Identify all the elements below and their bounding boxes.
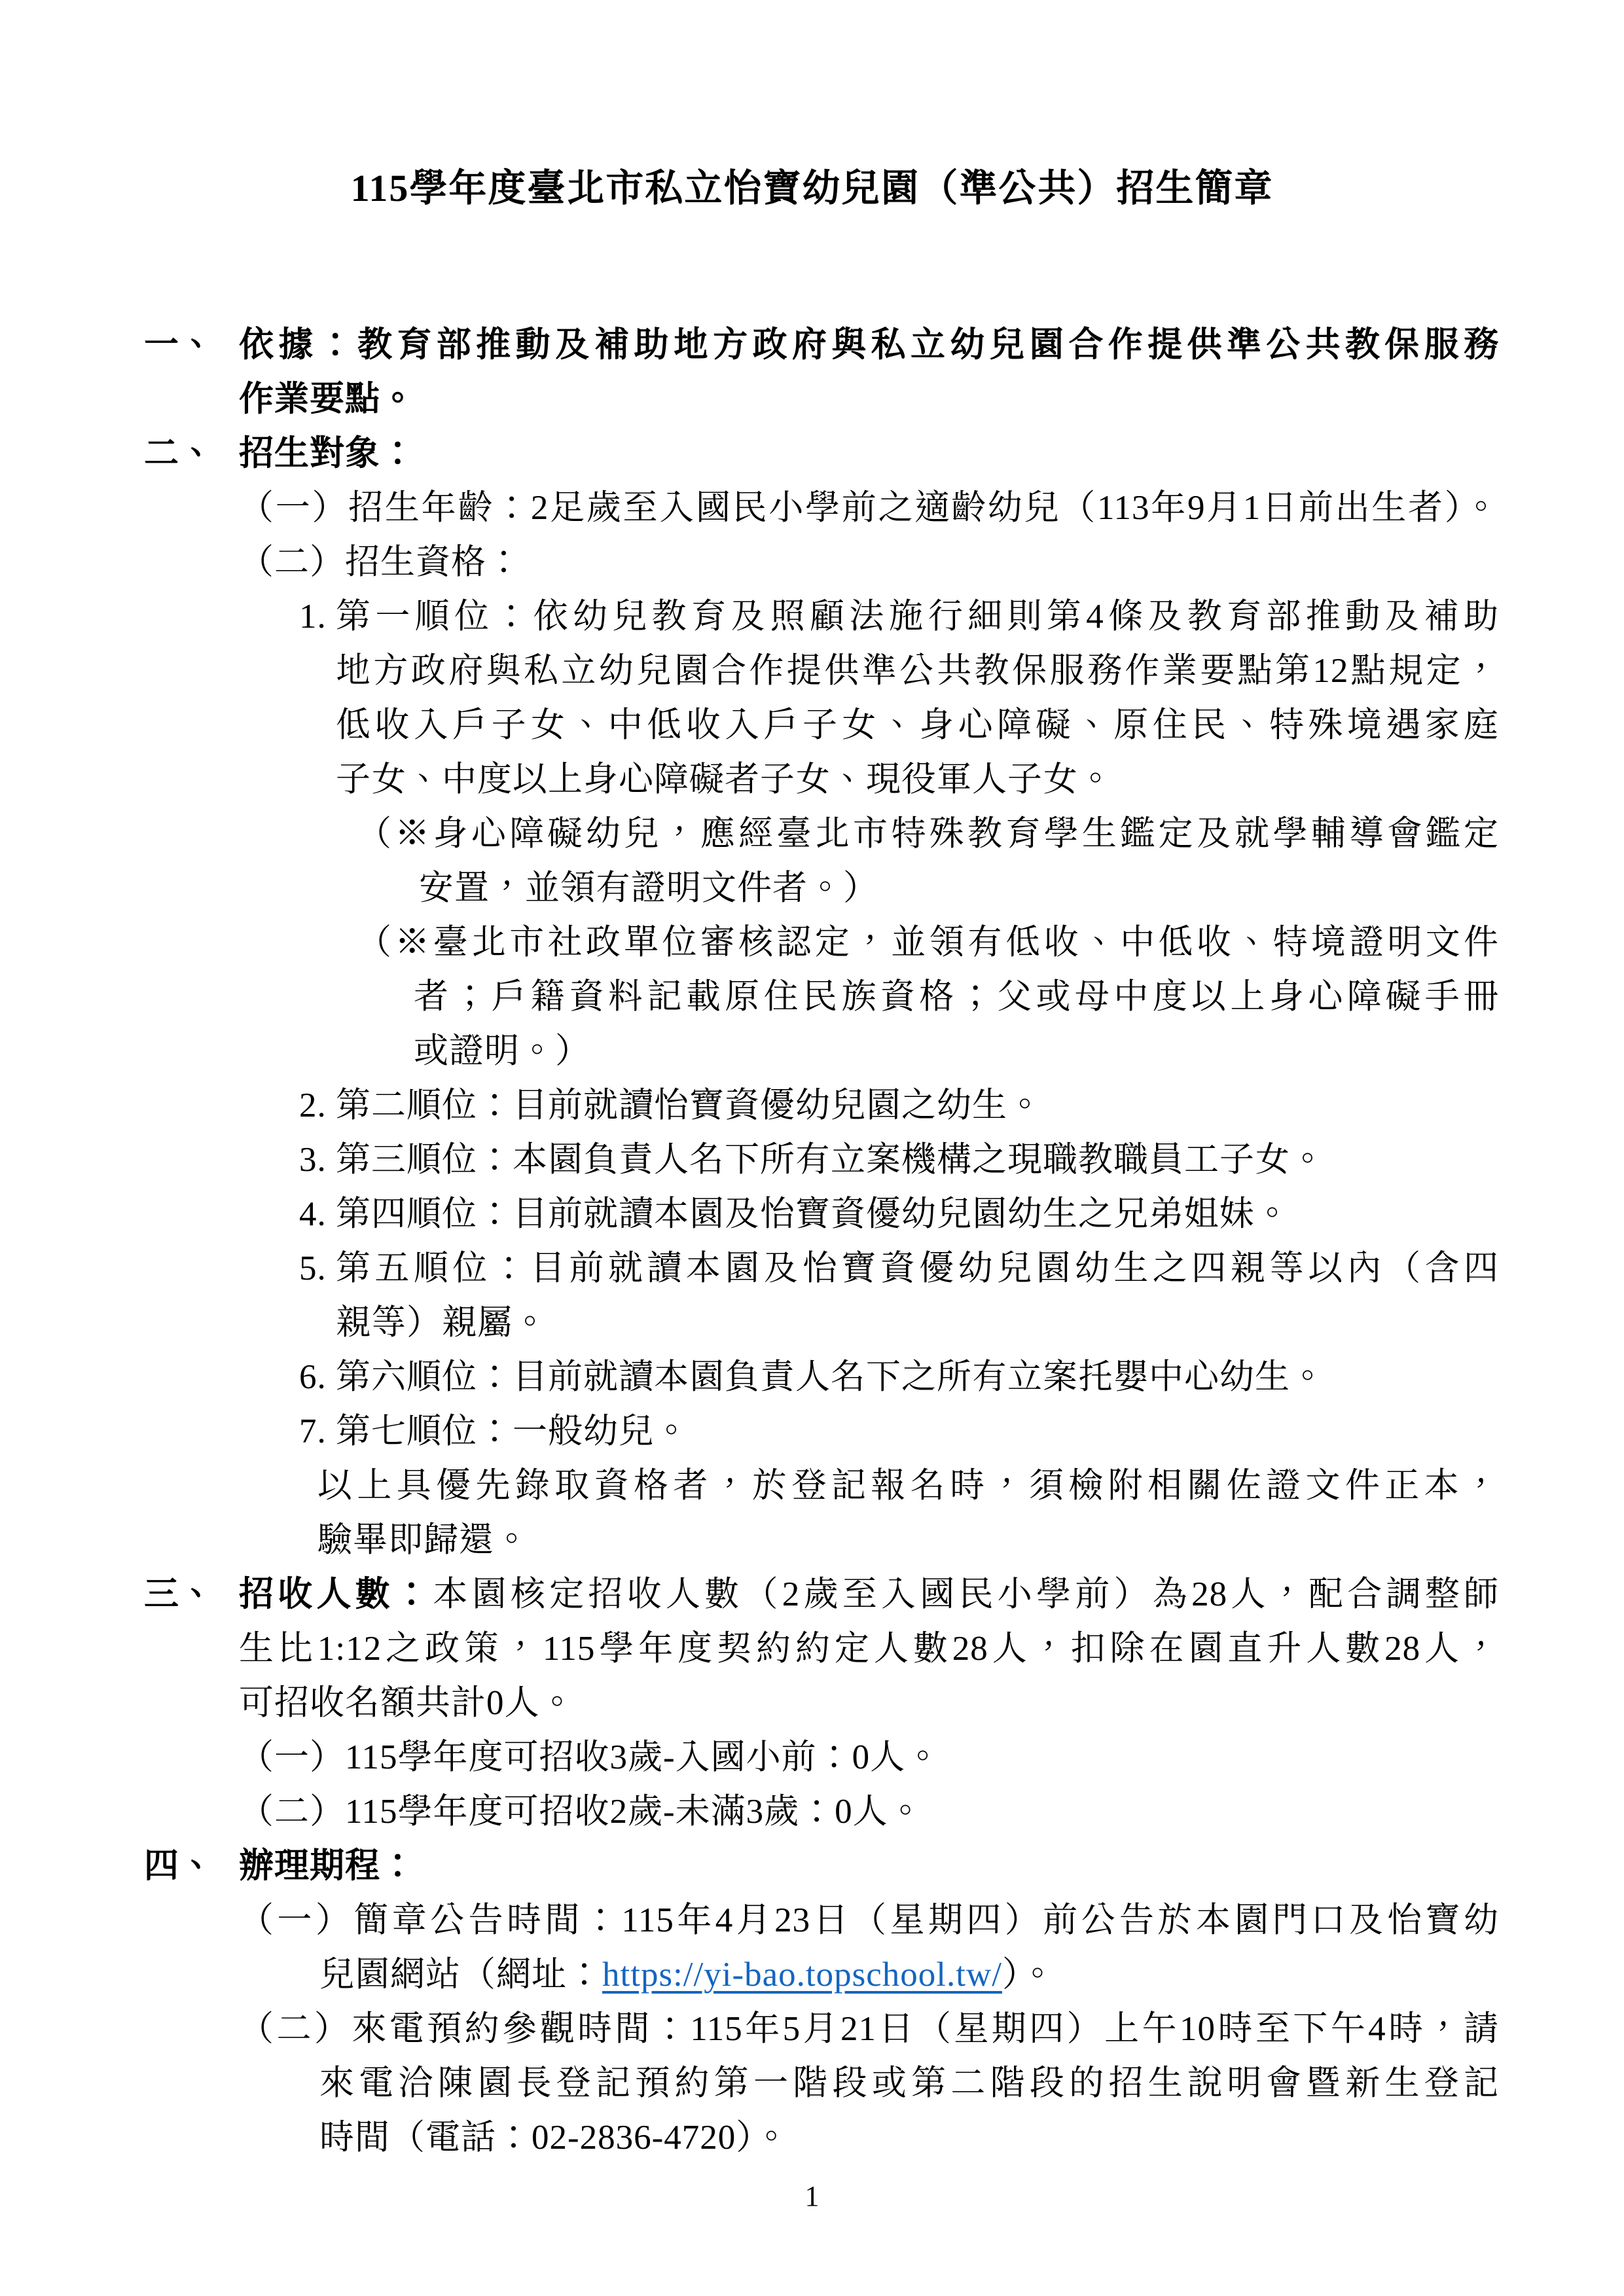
text-line	[299, 1187, 1499, 1242]
text: 第六順位：目前就讀本園負責人名下之所有立案托嬰中心幼生。	[336, 1358, 1326, 1396]
list-marker: 1.	[299, 598, 327, 636]
text-line	[239, 372, 1499, 427]
text-line	[299, 1350, 1499, 1405]
text: 子女、中度以上身心障礙者子女、現役軍人子女。	[336, 761, 1113, 798]
line-text	[239, 427, 1499, 481]
text-line	[299, 1079, 1499, 1133]
text-line	[336, 644, 1499, 698]
text: 親等）親屬。	[336, 1304, 548, 1342]
text-line	[144, 1839, 1499, 1893]
line-text	[239, 1839, 1499, 1893]
text-line	[299, 1405, 1499, 1459]
text-line	[144, 1568, 1499, 1622]
text: 驗畢即歸還。	[317, 1521, 530, 1559]
text-line	[299, 1133, 1499, 1187]
line-text	[336, 1405, 1499, 1459]
line-text	[239, 1568, 1499, 1622]
text: 第七順位：一般幼兒。	[336, 1412, 689, 1450]
text: （※身心障礙幼兒，應經臺北市特殊教育學生鑑定及就學輔導會鑑定	[357, 815, 1499, 853]
text: 來電洽陳園長登記預約第一階段或第二階段的招生說明會暨新生登記	[319, 2064, 1499, 2102]
list-marker: 4.	[299, 1195, 327, 1233]
text-line	[299, 590, 1499, 644]
text: 第五順位：目前就讀本園及怡寶資優幼兒園幼生之四親等以內（含四	[336, 1249, 1499, 1287]
line-text	[336, 1133, 1499, 1187]
text-line	[336, 1296, 1499, 1350]
text-line	[319, 2056, 1499, 2111]
text-line	[239, 1731, 1499, 1785]
line-text	[336, 1187, 1499, 1242]
bold-text: 作業要點。	[239, 380, 416, 418]
text: ）。	[1001, 1956, 1056, 1994]
text: （二）115學年度可招收2歲-未滿3歲：0人。	[239, 1793, 924, 1831]
bold-text: 辦理期程：	[239, 1847, 416, 1885]
text: 兒園網站（網址：	[319, 1956, 602, 1994]
list-marker: 5.	[299, 1249, 327, 1287]
list-marker: 2.	[299, 1086, 327, 1124]
text: （一）簡章公告時間：115年4月23日（星期四）前公告於本園門口及怡寶幼	[239, 1901, 1499, 1939]
text: 第四順位：目前就讀本園及怡寶資優幼兒園幼生之兄弟姐妹。	[336, 1195, 1290, 1233]
text: 以上具優先錄取資格者，於登記報名時，須檢附相關佐證文件正本，	[317, 1467, 1499, 1505]
text-line	[414, 1024, 1499, 1079]
line-text	[336, 590, 1499, 644]
text-line	[317, 1513, 1499, 1568]
list-marker: 一、	[144, 326, 215, 364]
bold-text: 招生對象：	[239, 435, 416, 473]
text-line	[336, 753, 1499, 807]
text-line	[239, 1676, 1499, 1731]
text: （二）招生資格：	[239, 543, 522, 581]
text-line	[419, 861, 1499, 916]
line-text	[239, 318, 1499, 372]
bold-text: 招收人數：	[239, 1575, 433, 1613]
text-line	[319, 2111, 1499, 2165]
list-marker: 3.	[299, 1141, 327, 1179]
text: 可招收名額共計0人。	[239, 1684, 575, 1722]
text: （一）招生年齡：2足歲至入國民小學前之適齡幼兒（113年9月1日前出生者）。	[239, 489, 1499, 527]
text: 本園核定招收人數（2歲至入國民小學前）為28人，配合調整師	[433, 1575, 1499, 1613]
line-text	[336, 1350, 1499, 1405]
text-line	[239, 2002, 1499, 2056]
line-text	[336, 1242, 1499, 1296]
text-line	[239, 481, 1499, 535]
list-marker: 四、	[144, 1847, 215, 1885]
text: 低收入戶子女、中低收入戶子女、身心障礙、原住民、特殊境遇家庭	[336, 706, 1499, 744]
text-line	[336, 698, 1499, 753]
text-line	[144, 427, 1499, 481]
text: 安置，並領有證明文件者。）	[419, 869, 878, 907]
list-marker: 6.	[299, 1358, 327, 1396]
text: 時間（電話：02-2836-4720）。	[319, 2119, 789, 2157]
list-marker: 三、	[144, 1575, 215, 1613]
document-body	[0, 318, 1624, 2165]
text: 或證明。）	[414, 1032, 590, 1070]
text-line	[414, 970, 1499, 1024]
list-marker: 7.	[299, 1412, 327, 1450]
text-line	[239, 1785, 1499, 1839]
text: 第三順位：本園負責人名下所有立案機構之現職教職員工子女。	[336, 1141, 1326, 1179]
bold-text: 依據：教育部推動及補助地方政府與私立幼兒園合作提供準公共教保服務	[239, 326, 1499, 364]
text: 者；戶籍資料記載原住民族資格；父或母中度以上身心障礙手冊	[414, 978, 1499, 1016]
text: （※臺北市社政單位審核認定，並領有低收、中低收、特境證明文件	[357, 924, 1499, 961]
line-text	[336, 1079, 1499, 1133]
text: （二）來電預約參觀時間：115年5月21日（星期四）上午10時至下午4時，請	[239, 2010, 1499, 2048]
text-line	[239, 1622, 1499, 1676]
text-line	[144, 318, 1499, 372]
text: 生比1:12之政策，115學年度契約約定人數28人，扣除在園直升人數28人，	[239, 1630, 1499, 1668]
text: 第一順位：依幼兒教育及照顧法施行細則第4條及教育部推動及補助	[336, 598, 1499, 636]
text-line	[357, 916, 1499, 970]
page-number: 1	[804, 2180, 820, 2212]
text-line	[317, 1459, 1499, 1513]
text-line	[239, 1893, 1499, 1948]
text: （一）115學年度可招收3歲-入國小前：0人。	[239, 1738, 941, 1776]
document-title: 115學年度臺北市私立怡寶幼兒園（準公共）招生簡章	[350, 167, 1274, 209]
list-marker: 二、	[144, 435, 215, 473]
text: 地方政府與私立幼兒園合作提供準公共教保服務作業要點第12點規定，	[336, 652, 1499, 690]
text-line	[357, 807, 1499, 861]
kindergarten-website-link[interactable]: https://yi-bao.topschool.tw/	[602, 1956, 1002, 1994]
text: 第二順位：目前就讀怡寶資優幼兒園之幼生。	[336, 1086, 1043, 1124]
text-line	[319, 1948, 1499, 2002]
text-line	[299, 1242, 1499, 1296]
text-line	[239, 535, 1499, 590]
